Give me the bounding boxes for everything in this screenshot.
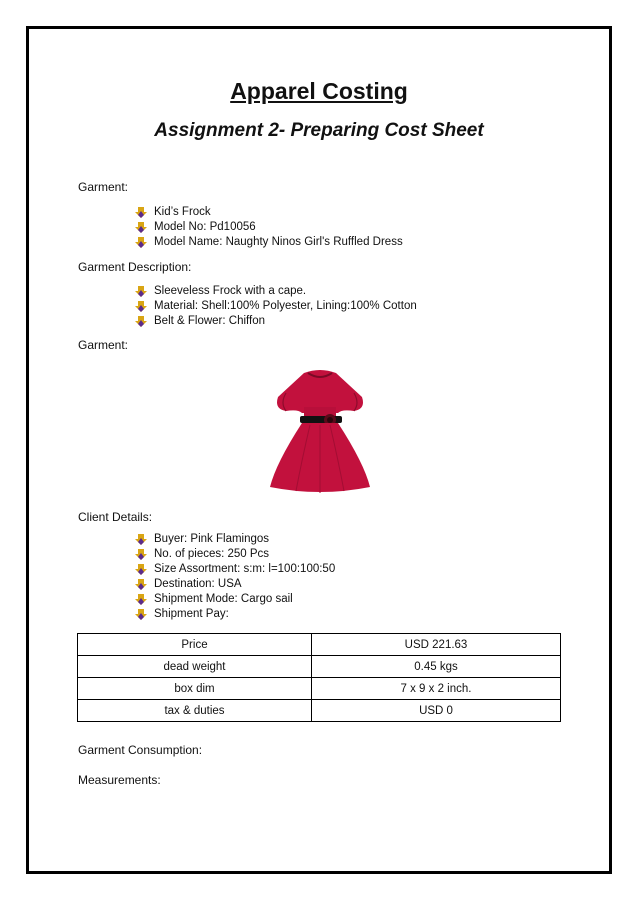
list-item	[134, 607, 335, 622]
client-item: Destination: USA	[154, 578, 242, 590]
pushpin-arrow-icon	[134, 608, 148, 621]
red-frock-illustration	[266, 363, 374, 497]
table-cell: Price	[78, 634, 312, 656]
list-item	[134, 284, 417, 299]
list-item	[134, 547, 335, 562]
table-cell: USD 0	[312, 700, 561, 722]
garment-image-label: Garment:	[78, 338, 129, 352]
table-row	[78, 656, 561, 678]
measurements-label: Measurements:	[78, 773, 161, 787]
pushpin-arrow-icon	[134, 221, 148, 234]
table-cell: dead weight	[78, 656, 312, 678]
list-item	[134, 577, 335, 592]
garment-item: Model No: Pd10056	[154, 221, 256, 233]
client-item: Shipment Pay:	[154, 608, 229, 620]
client-details-label: Client Details:	[78, 510, 153, 524]
shipment-table	[77, 633, 561, 722]
document-title: Apparel Costing	[230, 78, 408, 104]
table-row	[78, 678, 561, 700]
description-item: Sleeveless Frock with a cape.	[154, 285, 307, 297]
list-item	[134, 220, 403, 235]
table-cell: USD 221.63	[312, 634, 561, 656]
table-row	[78, 634, 561, 656]
pushpin-arrow-icon	[134, 300, 148, 313]
document-subtitle: Assignment 2- Preparing Cost Sheet	[154, 120, 484, 141]
garment-item: Kid’s Frock	[154, 206, 211, 218]
garment-label: Garment:	[78, 180, 129, 194]
garment-list	[134, 205, 403, 250]
table-cell: box dim	[78, 678, 312, 700]
table-row	[78, 700, 561, 722]
client-list	[134, 532, 335, 622]
list-item	[134, 205, 403, 220]
garment-consumption-label: Garment Consumption:	[78, 743, 203, 757]
description-item: Material: Shell:100% Polyester, Lining:100% Cotton	[154, 300, 417, 312]
list-item	[134, 314, 417, 329]
client-item: Size Assortment: s:m: l=100:100:50	[154, 563, 336, 575]
list-item	[134, 562, 335, 577]
client-item: Buyer: Pink Flamingos	[154, 533, 270, 545]
description-list	[134, 284, 417, 329]
pushpin-arrow-icon	[134, 533, 148, 546]
table-cell: tax & duties	[78, 700, 312, 722]
pushpin-arrow-icon	[134, 563, 148, 576]
pushpin-arrow-icon	[134, 593, 148, 606]
client-item: No. of pieces: 250 Pcs	[154, 548, 270, 560]
list-item	[134, 532, 335, 547]
pushpin-arrow-icon	[134, 548, 148, 561]
list-item	[134, 299, 417, 314]
pushpin-arrow-icon	[134, 206, 148, 219]
table-cell: 0.45 kgs	[312, 656, 561, 678]
client-item: Shipment Mode: Cargo sail	[154, 593, 293, 605]
description-item: Belt & Flower: Chiffon	[154, 315, 266, 327]
list-item	[134, 235, 403, 250]
pushpin-arrow-icon	[134, 236, 148, 249]
garment-item: Model Name: Naughty Ninos Girl's Ruffled Dress	[154, 236, 403, 248]
table-cell: 7 x 9 x 2 inch.	[312, 678, 561, 700]
pushpin-arrow-icon	[134, 285, 148, 298]
list-item	[134, 592, 335, 607]
garment-description-label: Garment Description:	[78, 260, 192, 274]
pushpin-arrow-icon	[134, 315, 148, 328]
pushpin-arrow-icon	[134, 578, 148, 591]
